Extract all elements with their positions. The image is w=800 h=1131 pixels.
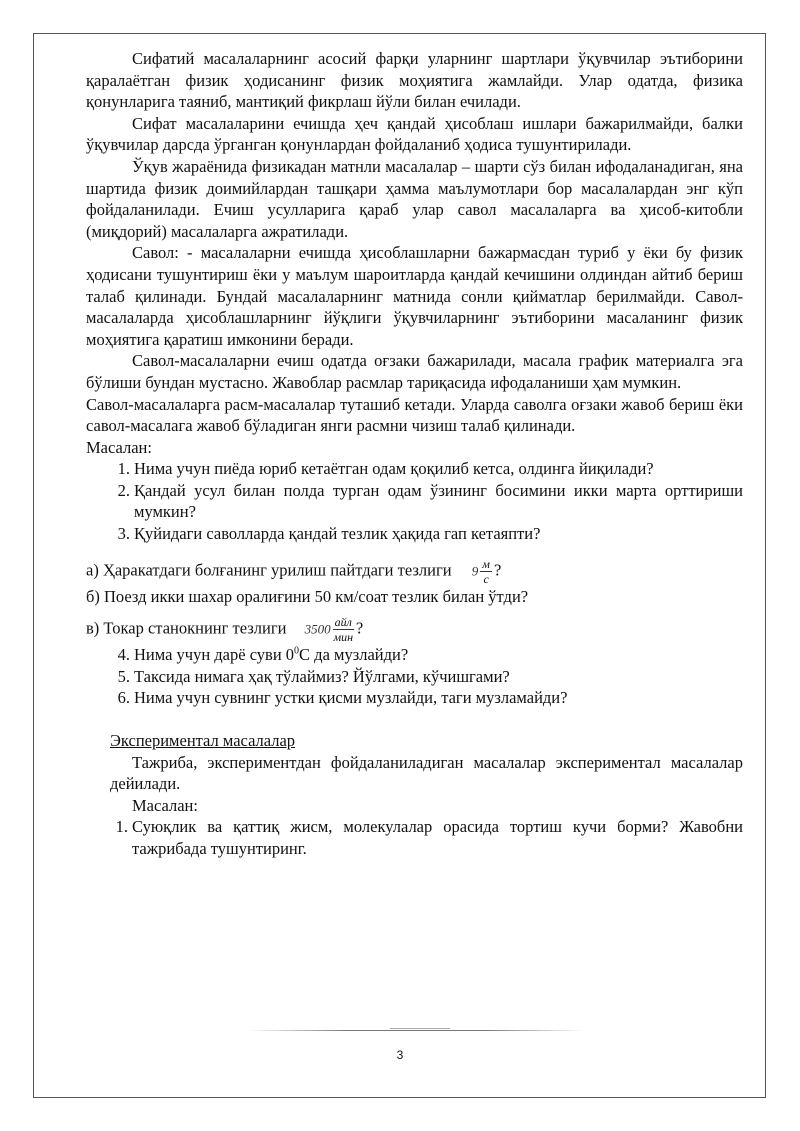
degree-superscript: 0 <box>294 645 300 657</box>
list-item <box>86 816 743 859</box>
list-text: Қандай усул билан полда турган одам ўзининг босимини икки марта орттириши мумкин? <box>134 480 743 522</box>
list-item <box>108 480 743 523</box>
document-body <box>86 48 743 860</box>
list-text <box>134 644 743 666</box>
list-text: Нима учун сувнинг устки қисми музлайди, таги музламайди? <box>134 688 568 708</box>
question-mark: ? <box>355 618 364 638</box>
fraction-denominator: с <box>483 571 489 586</box>
fraction-numerator: м <box>482 556 490 571</box>
unit-fraction <box>333 615 354 644</box>
list-number: 6. <box>117 688 130 708</box>
list-item <box>108 458 743 480</box>
paragraph: Тажриба, экспериментдан фойдаланиладиган масалалар экспериментал масалалар дейилади. <box>110 752 743 794</box>
question-list <box>86 816 743 859</box>
question-mark: ? <box>493 559 502 579</box>
section-title: Экспериментал масалалар <box>110 731 296 751</box>
paragraph: Сифатий масалаларнинг асосий фарқи уларнинг шартлари ўқувчилар эътиборини қаралаётган физик ҳодисанинг физик моҳиятига жамлайди. Улар одатда, физика қонунларига таяниб, мантиқий фикрлаш йўли билан ечилади. <box>86 49 743 112</box>
unit-fraction <box>480 557 492 586</box>
sub-question-c <box>86 615 743 644</box>
list-number: 3. <box>117 524 130 544</box>
sub-question-a <box>86 557 743 586</box>
sub-question-text: в) Токар станокнинг тезлиги <box>86 618 287 638</box>
list-text: Суюқлик ва қаттиқ жисм, молекулалар орасида тортиш кучи борми? Жавобни тажрибада тушунтиринг. <box>132 817 743 858</box>
list-item <box>108 687 743 709</box>
list-item <box>108 666 743 688</box>
list-text-part: Нима учун дарё суви 0 <box>134 645 295 665</box>
list-number: 1. <box>117 459 130 479</box>
formula-coefficient: 9 <box>471 563 479 579</box>
example-label: Масалан: <box>132 795 198 815</box>
fraction-numerator: айл <box>334 615 352 630</box>
paragraph: Савол-масалаларни ечиш одатда оғзаки бажарилади, масала график материалга эга бўлиши бундан мустасно. Жавоблар расмлар тариқасида ифодаланиши ҳам мумкин. <box>86 351 743 392</box>
sub-question-b: б) Поезд икки шахар оралиғини 50 км/соат тезлик билан ўтди? <box>86 586 529 606</box>
list-number: 4. <box>117 645 130 665</box>
formula-coefficient: 3500 <box>304 621 331 637</box>
paragraph: Сифат масалаларини ечишда ҳеч қандай ҳисоблаш ишлари бажарилмайди, балки ўқувчилар дарсда ўрганган қонунлардан фойдаланиб ҳодиса тушунтирилади. <box>86 113 743 155</box>
page-number: 3 <box>396 1048 404 1062</box>
list-number: 1. <box>115 817 128 837</box>
footer-divider-accent <box>390 1028 450 1029</box>
list-number: 5. <box>117 666 130 686</box>
paragraph: Савол-масалаларга расм-масалалар туташиб кетади. Уларда саволга оғзаки жавоб бериш ёки савол-масалага жавоб бўладиган янги расмни чизиш талаб қилинади. <box>86 394 743 436</box>
list-text: Нима учун пиёда юриб кетаётган одам қоқилиб кетса, олдинга йиқилади? <box>134 459 654 479</box>
list-text-part: С да музлайди? <box>299 645 409 665</box>
paragraph: Савол: - масалаларни ечишда ҳисоблашларни бажармасдан туриб у ёки бу физик ҳодисани тушунтириш ёки у маълум шароитларда қандай кечишини олдиндан айтиб бериш талаб қилинади. Бундай масалаларнинг матнида сонли қийматлар берилмайди. Савол-масалаларда ҳисоблашларнинг йўқлиги ўқувчиларнинг эътиборини масаланинг физик моҳиятига қаратиш имконини беради. <box>86 243 743 349</box>
example-label: Масалан: <box>86 437 152 457</box>
question-list <box>108 644 743 709</box>
fraction-denominator: мин <box>333 630 354 645</box>
paragraph: Ўқув жараёнида физикадан матнли масалалар – шарти сўз билан ифодаланадиган, яна шартида физик доимийлардан ташқари ҳамма маълумотлари бор масалалардан энг кўп фойдаланилади. Ечиш усулларига қараб улар савол масалаларга ва ҳисоб-китобли (миқдорий) масалаларга ажратилади. <box>86 156 743 241</box>
list-number: 2. <box>117 480 130 500</box>
list-item <box>108 644 743 666</box>
list-text: Қуйидаги саволларда қандай тезлик ҳақида гап кетаяпти? <box>134 524 541 544</box>
sub-question-text: а) Ҳаракатдаги болғанинг урилиш пайтдаги тезлиги <box>86 559 452 579</box>
list-item <box>108 523 743 545</box>
list-text: Таксида нимага ҳақ тўлаймиз? Йўлгами, кўчишгами? <box>134 666 510 686</box>
question-list <box>108 458 743 544</box>
footer-divider <box>248 1030 584 1031</box>
